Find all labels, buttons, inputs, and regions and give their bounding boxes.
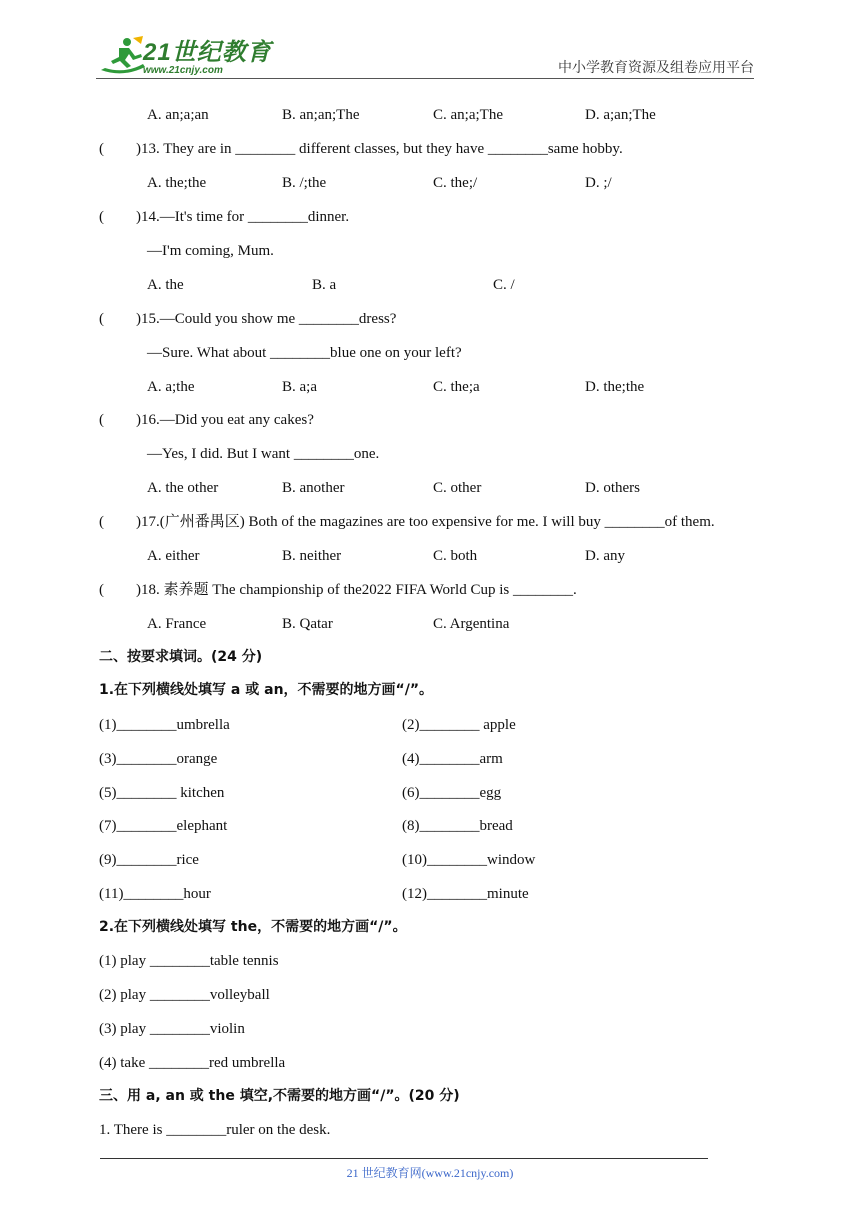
footer-divider — [100, 1158, 708, 1159]
fill-item: (10)________window — [402, 852, 536, 868]
fill-item: (12)________minute — [402, 886, 529, 902]
answer-paren: ( — [99, 311, 104, 327]
question-text: )14.—It's time for ________dinner. — [136, 209, 350, 225]
footer-text: 21 世纪教育网(www.21cnjy.com) — [346, 1166, 514, 1180]
option-d: D. ;/ — [585, 175, 612, 191]
fill-item: (5)________ kitchen — [99, 785, 225, 801]
option-c: C. Argentina — [433, 616, 510, 632]
fill-item: (8)________bread — [402, 818, 513, 834]
fill-item: (1)________umbrella — [99, 717, 230, 733]
fill-item: (2) play ________volleyball — [99, 987, 270, 1003]
option-a: A. the — [147, 277, 184, 293]
part-title: 1.在下列横线处填写 a 或 an，不需要的地方画“/”。 — [99, 682, 434, 698]
header-platform-text: 中小学教育资源及组卷应用平台 — [558, 60, 754, 76]
answer-paren: ( — [99, 514, 104, 530]
option-d: D. the;the — [585, 379, 645, 395]
option-b: B. neither — [282, 548, 342, 564]
option-c: C. the;/ — [433, 175, 478, 191]
fill-item: (11)________hour — [99, 886, 211, 902]
option-d: D. any — [585, 548, 625, 564]
fill-item: (4) take ________red umbrella — [99, 1055, 286, 1071]
option-a: A. the other — [147, 480, 219, 496]
answer-paren: ( — [99, 582, 104, 598]
option-c: C. the;a — [433, 379, 480, 395]
option-d: D. a;an;The — [585, 107, 656, 123]
section-title: 二、按要求填词。(24 分) — [99, 649, 263, 665]
option-b: B. Qatar — [282, 616, 333, 632]
question-text: )16.—Did you eat any cakes? — [136, 412, 314, 428]
brand-url: www.21cnjy.com — [143, 65, 223, 76]
fill-item: (7)________elephant — [99, 818, 228, 834]
fill-item: (1) play ________table tennis — [99, 953, 279, 969]
option-b: B. another — [282, 480, 345, 496]
question-text: )13. They are in ________ different classes, but they have ________same hobby. — [136, 141, 623, 157]
question-reply: —Sure. What about ________blue one on your left? — [147, 345, 462, 361]
fill-item: (6)________egg — [402, 785, 502, 801]
fill-item: (4)________arm — [402, 751, 503, 767]
question-reply: —Yes, I did. But I want ________one. — [147, 446, 380, 462]
option-b: B. an;an;The — [282, 107, 360, 123]
header-divider — [96, 78, 754, 79]
option-c: C. both — [433, 548, 478, 564]
part-title: 2.在下列横线处填写 the，不需要的地方画“/”。 — [99, 919, 407, 935]
brand-name: 21世纪教育 — [143, 39, 272, 66]
answer-paren: ( — [99, 141, 104, 157]
answer-paren: ( — [99, 412, 104, 428]
question-text: )18. 素养题 The championship of the2022 FIFA World Cup is ________. — [136, 582, 577, 598]
answer-paren: ( — [99, 209, 104, 225]
fill-item: 1. There is ________ruler on the desk. — [99, 1122, 331, 1138]
option-a: A. either — [147, 548, 200, 564]
option-a: A. the;the — [147, 175, 207, 191]
option-b: B. a — [312, 277, 337, 293]
option-c: C. / — [493, 277, 515, 293]
question-text: )17.(广州番禺区) Both of the magazines are too expensive for me. I will buy ________of them. — [136, 514, 715, 530]
question-text: )15.—Could you show me ________dress? — [136, 311, 397, 327]
option-d: D. others — [585, 480, 640, 496]
option-c: C. other — [433, 480, 482, 496]
question-reply: —I'm coming, Mum. — [147, 243, 274, 259]
option-b: B. /;the — [282, 175, 327, 191]
fill-item: (9)________rice — [99, 852, 199, 868]
option-c: C. an;a;The — [433, 107, 503, 123]
fill-item: (3) play ________violin — [99, 1021, 245, 1037]
fill-item: (2)________ apple — [402, 717, 516, 733]
option-b: B. a;a — [282, 379, 317, 395]
section-title: 三、用 a, an 或 the 填空,不需要的地方画“/”。(20 分) — [99, 1088, 460, 1104]
option-a: A. an;a;an — [147, 107, 209, 123]
fill-item: (3)________orange — [99, 751, 218, 767]
option-a: A. a;the — [147, 379, 195, 395]
option-a: A. France — [147, 616, 207, 632]
